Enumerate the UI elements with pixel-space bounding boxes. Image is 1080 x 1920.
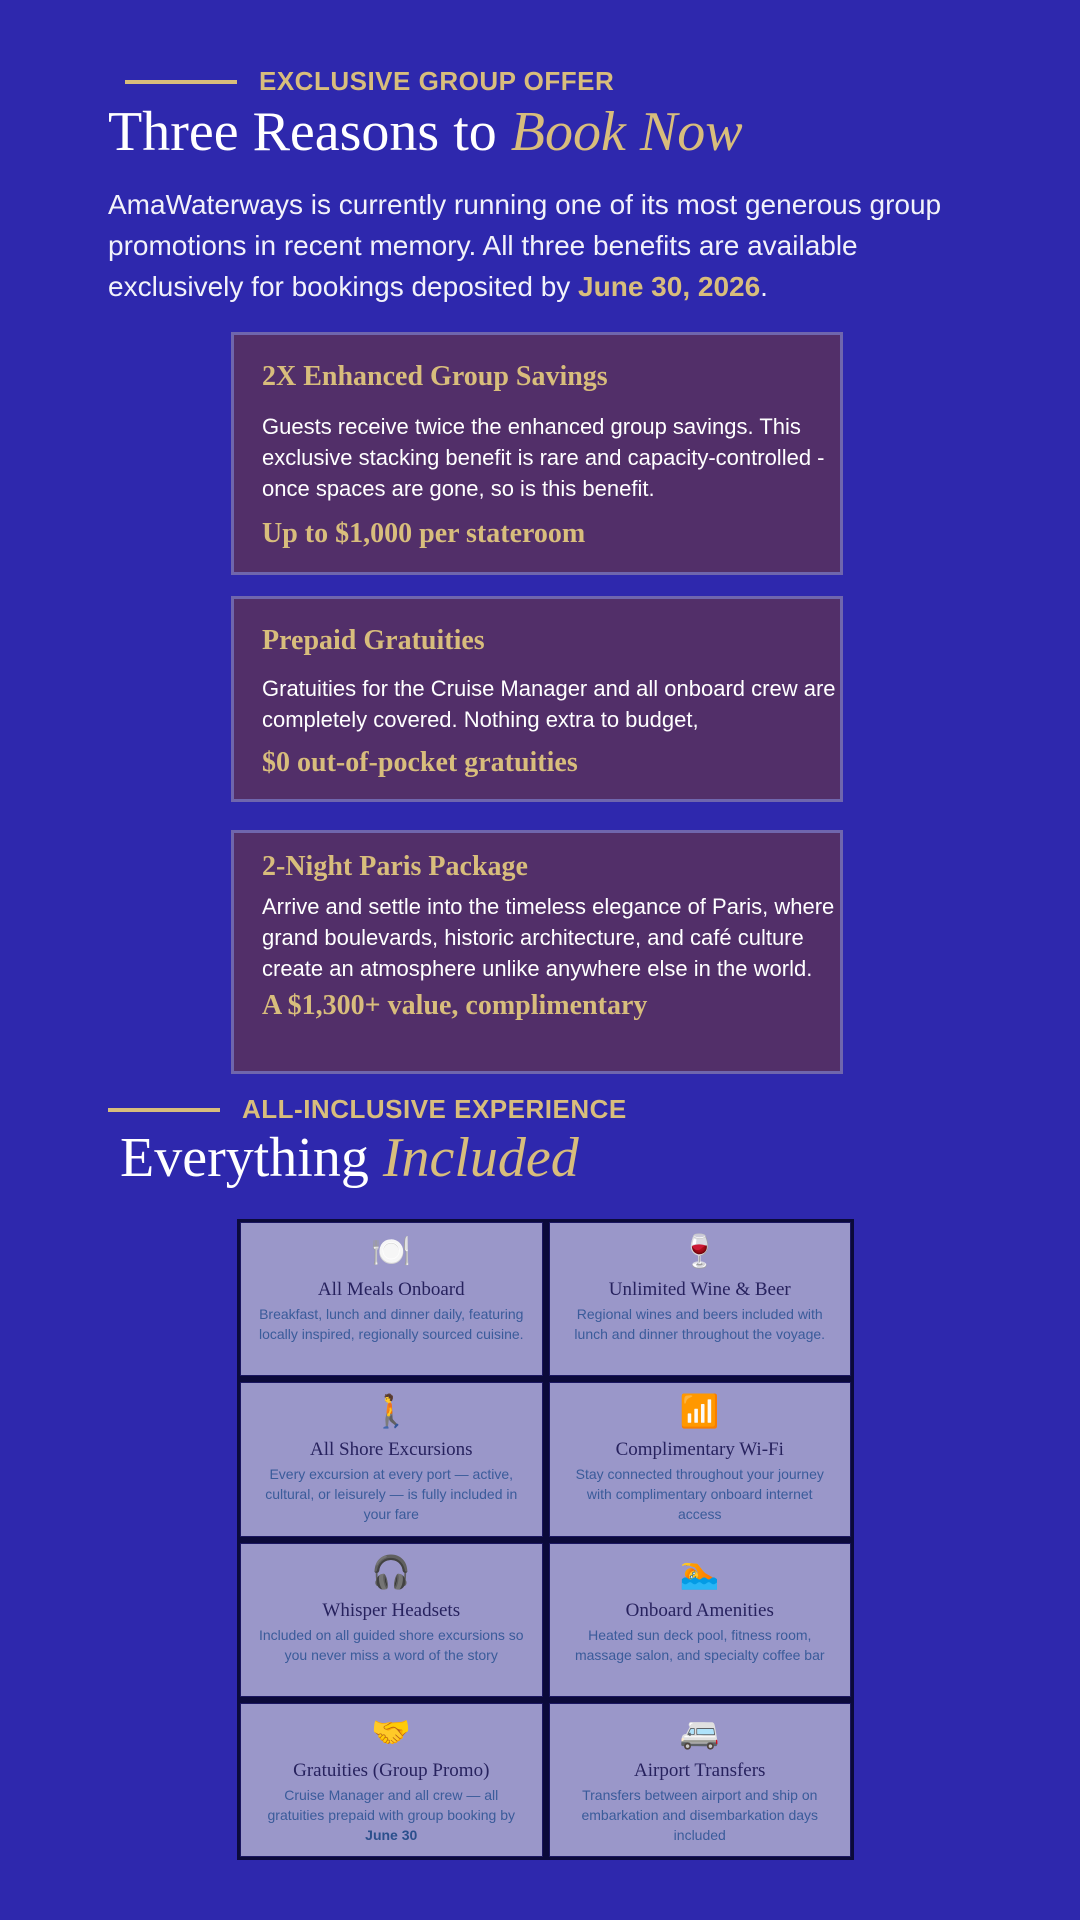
feature-wifi <box>549 1382 852 1536</box>
benefit-title: 2X Enhanced Group Savings <box>262 361 608 392</box>
feature-amenities <box>549 1543 852 1697</box>
benefit-title: Prepaid Gratuities <box>262 625 485 656</box>
feature-meals <box>240 1222 543 1376</box>
shuttle-icon: 🚐 <box>679 1713 720 1750</box>
feature-title: Complimentary Wi-Fi <box>615 1439 784 1461</box>
benefit-body: Gratuities for the Cruise Manager and all onboard crew are completely covered. Nothing extra to budget, <box>262 676 836 732</box>
feature-title: Onboard Amenities <box>625 1599 774 1621</box>
features-grid <box>237 1219 854 1860</box>
eyebrow-rule <box>125 80 237 84</box>
intro-end: . <box>760 271 768 302</box>
feature-title: All Shore Excursions <box>309 1439 473 1461</box>
benefit-card-paris <box>231 830 843 1074</box>
feature-title: Unlimited Wine & Beer <box>608 1279 791 1300</box>
feature-description: Every excursion at every port — active, cultural, or leisurely — is fully included in your fare <box>265 1466 518 1523</box>
benefit-card-savings <box>231 332 843 575</box>
offer-eyebrow-text: EXCLUSIVE GROUP OFFER <box>259 66 615 96</box>
inclusive-title-plain: Everything <box>120 1127 383 1189</box>
feature-title: All Meals Onboard <box>317 1279 465 1300</box>
inclusive-title-emphasis: Included <box>382 1127 579 1189</box>
offer-title-plain: Three Reasons to <box>108 101 511 163</box>
benefit-value: A $1,300+ value, complimentary <box>262 990 648 1021</box>
feature-transfers <box>549 1703 852 1857</box>
feature-title: Whisper Headsets <box>322 1599 461 1621</box>
feature-deadline: June 30 <box>365 1826 418 1843</box>
benefit-body: Guests receive twice the enhanced group savings. This exclusive stacking benefit is rare and capacity-controlled - once spaces are gone, so is this benefit. <box>262 414 825 501</box>
inclusive-eyebrow-text: ALL-INCLUSIVE EXPERIENCE <box>242 1094 627 1124</box>
benefit-value: $0 out-of-pocket gratuities <box>262 747 578 778</box>
plate-icon: 🍽️ <box>371 1233 412 1269</box>
benefit-value: Up to $1,000 per stateroom <box>262 518 586 549</box>
offer-eyebrow <box>125 66 614 97</box>
feature-description: Breakfast, lunch and dinner daily, featuring locally inspired, regionally sourced cuisine. <box>258 1306 524 1342</box>
feature-headsets <box>240 1543 543 1697</box>
feature-description: Regional wines and beers included with lunch and dinner throughout the voyage. <box>574 1306 826 1342</box>
benefit-title: 2-Night Paris Package <box>262 851 528 882</box>
feature-excursions <box>240 1382 543 1536</box>
benefit-body: Arrive and settle into the timeless elegance of Paris, where grand boulevards, historic architecture, and café culture create an atmosphere unlike anywhere else in the world. <box>262 894 835 981</box>
feature-title: Gratuities (Group Promo) <box>293 1759 490 1781</box>
offer-title-emphasis: Book Now <box>510 101 743 163</box>
walking-person-icon: 🚶 <box>371 1393 412 1430</box>
inclusive-title <box>120 1126 579 1190</box>
eyebrow-rule <box>108 1108 220 1112</box>
feature-wine-beer <box>549 1222 852 1376</box>
offer-title <box>108 100 743 164</box>
intro-deadline: June 30, 2026 <box>578 271 761 302</box>
intro-text: AmaWaterways is currently running one of its most generous group promotions in recent memory. All three benefits are available exclusively for bookings deposited by <box>108 189 942 302</box>
inclusive-eyebrow <box>108 1094 627 1125</box>
feature-description <box>255 1785 528 1845</box>
feature-description: Included on all guided shore excursions so you never miss a word of the story <box>258 1626 524 1663</box>
benefit-card-gratuities <box>231 596 843 802</box>
feature-title: Airport Transfers <box>634 1759 766 1781</box>
feature-description-text: Cruise Manager and all crew — all gratuities prepaid with group booking by <box>267 1786 515 1823</box>
offer-intro <box>108 184 968 307</box>
handshake-icon: 🤝 <box>371 1713 412 1750</box>
wine-glass-icon: 🍷 <box>679 1233 720 1269</box>
feature-description: Heated sun deck pool, fitness room, massage salon, and specialty coffee bar <box>574 1626 825 1663</box>
feature-description: Transfers between airport and ship on embarkation and disembarkation days included <box>581 1786 819 1843</box>
wifi-signal-icon: 📶 <box>679 1393 720 1430</box>
headphones-icon: 🎧 <box>371 1553 412 1590</box>
swimmer-icon: 🏊 <box>679 1553 720 1590</box>
feature-description: Stay connected throughout your journey with complimentary onboard internet access <box>575 1466 824 1523</box>
feature-gratuities <box>240 1703 543 1857</box>
